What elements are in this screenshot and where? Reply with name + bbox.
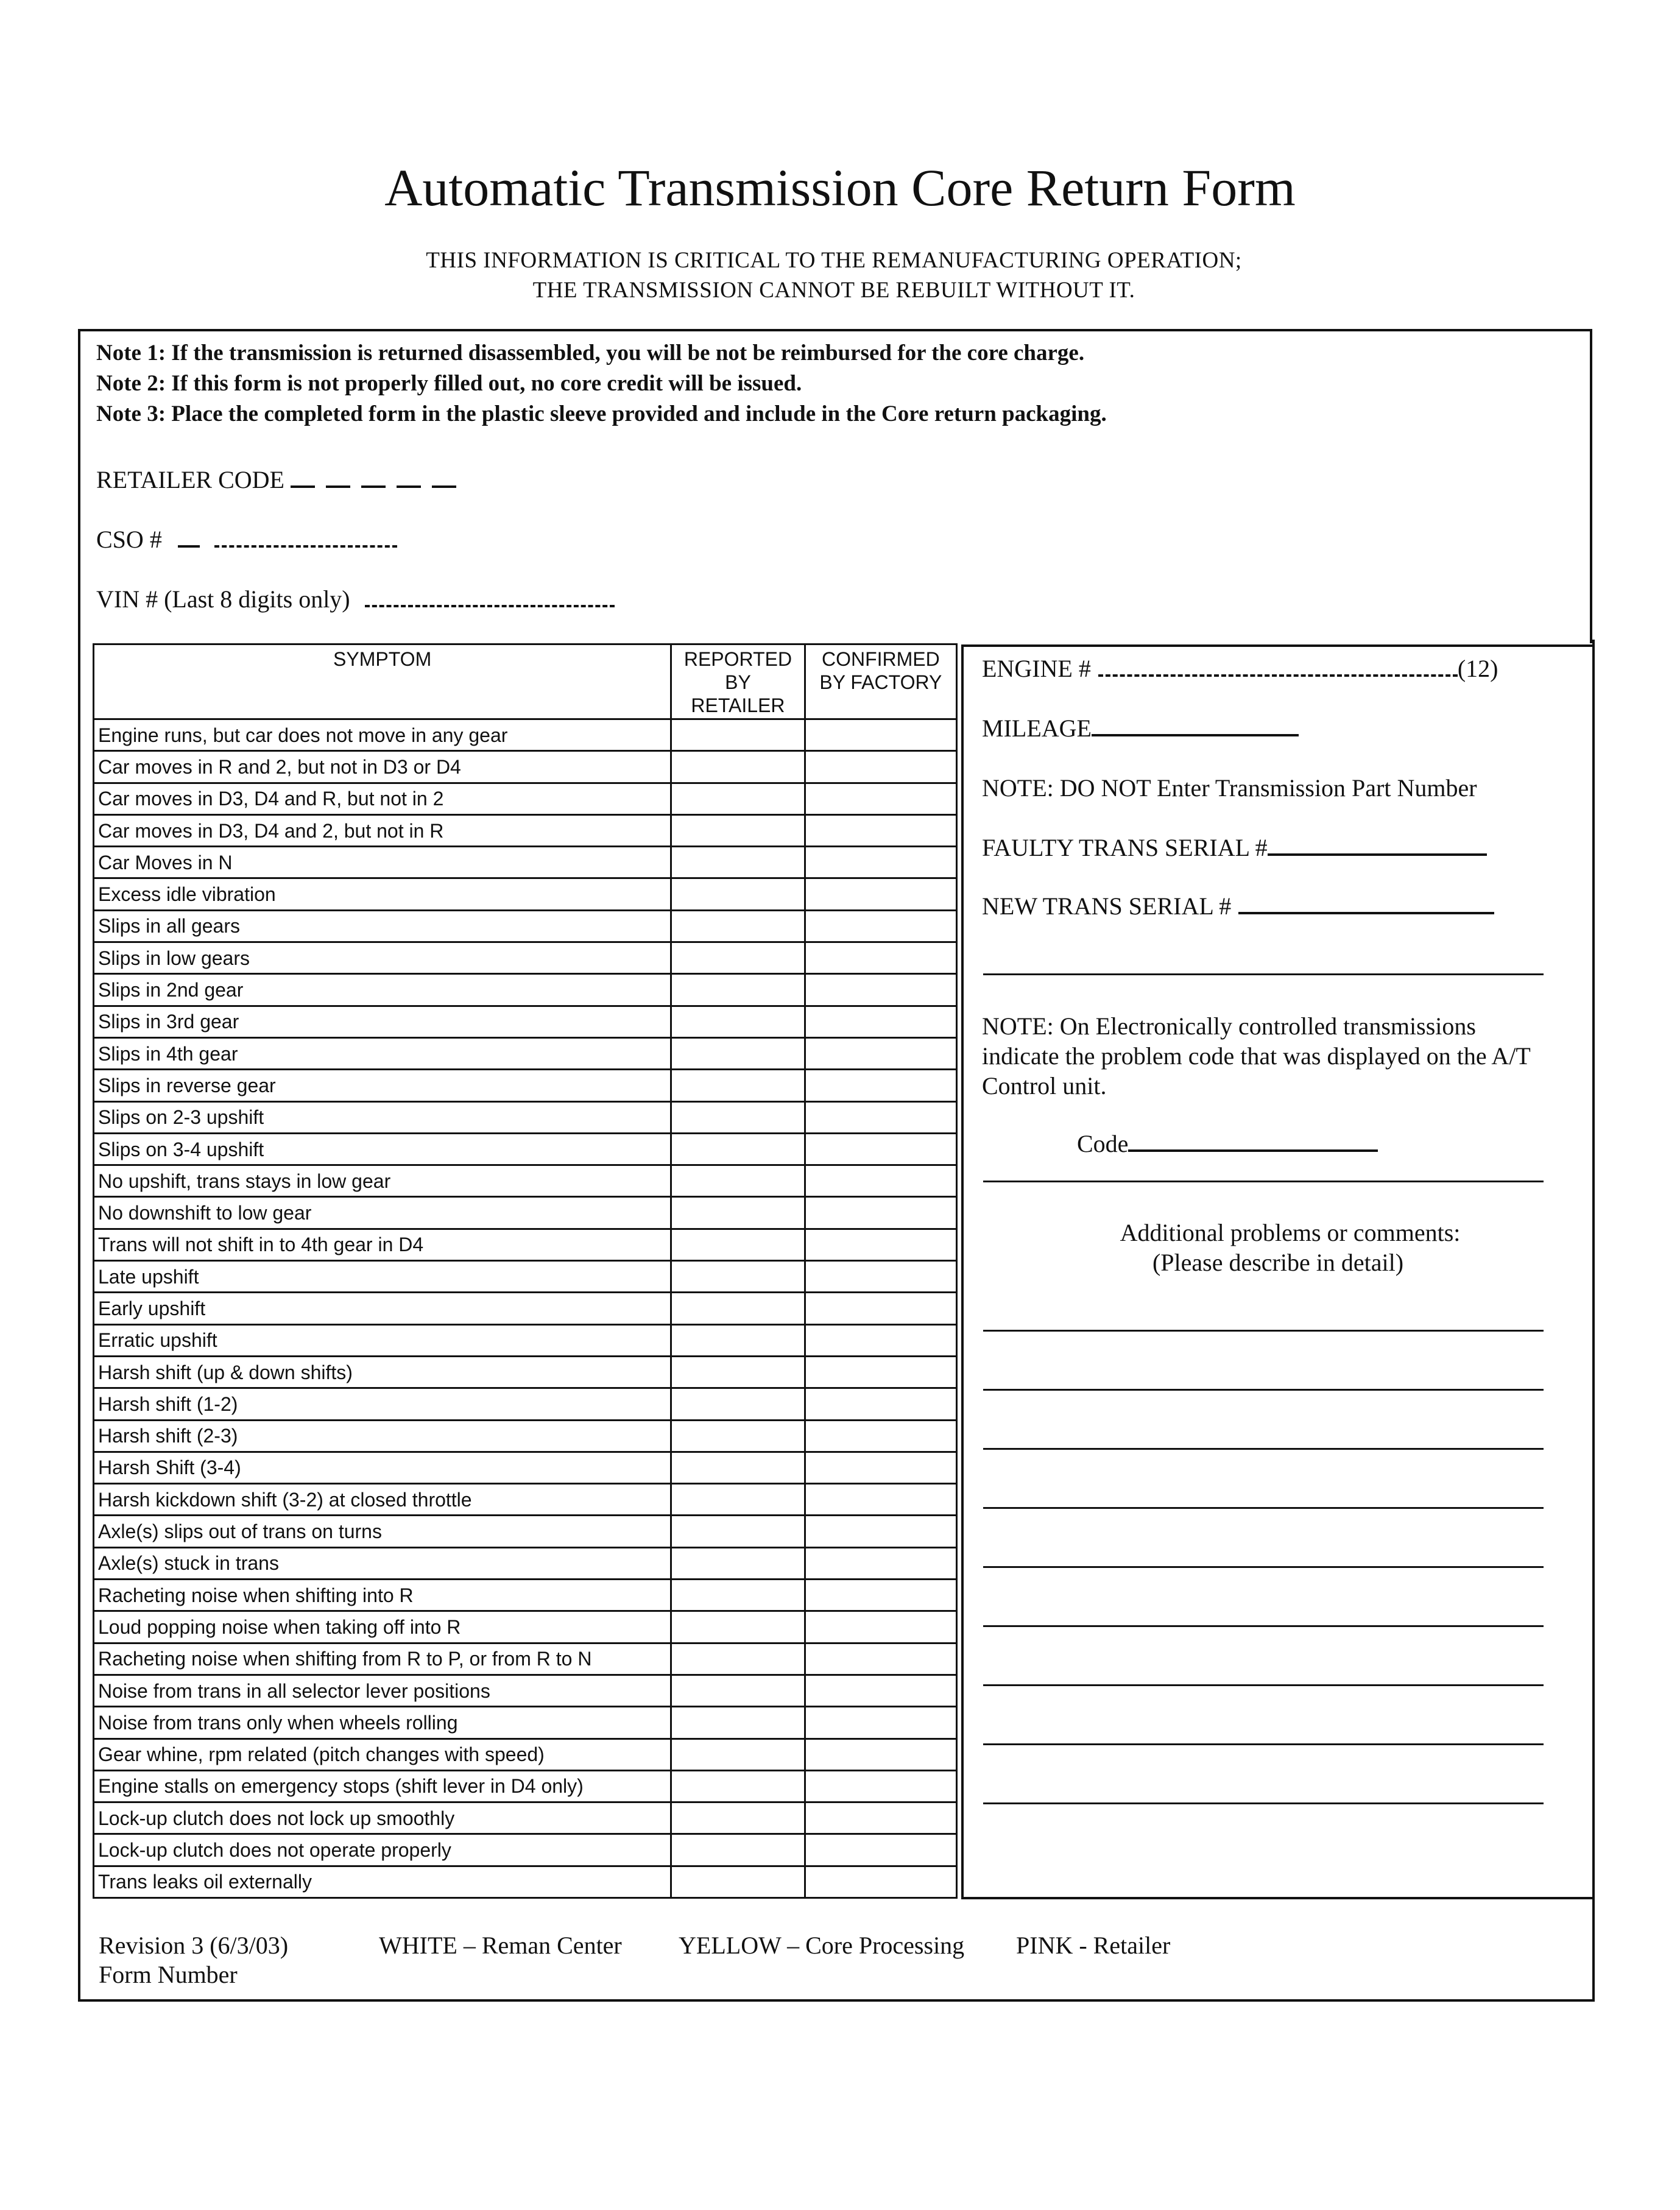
cso-label: CSO # (96, 526, 162, 553)
symptom-cell: Gear whine, rpm related (pitch changes with speed) (94, 1739, 671, 1770)
comment-line[interactable] (983, 1684, 1544, 1686)
confirmed-checkbox-cell[interactable] (805, 1643, 956, 1675)
reported-checkbox-cell[interactable] (671, 1133, 805, 1165)
reported-checkbox-cell[interactable] (671, 1802, 805, 1834)
symptom-cell: Slips in 4th gear (94, 1037, 671, 1069)
reported-checkbox-cell[interactable] (671, 1484, 805, 1516)
confirmed-checkbox-cell[interactable] (805, 751, 956, 783)
symptom-cell: Loud popping noise when taking off into R (94, 1611, 671, 1643)
reported-checkbox-cell[interactable] (671, 942, 805, 974)
confirmed-checkbox-cell[interactable] (805, 1070, 956, 1101)
confirmed-checkbox-cell[interactable] (805, 1165, 956, 1197)
table-row (94, 1388, 957, 1420)
symptom-table-body (94, 719, 957, 1898)
table-row (94, 1293, 957, 1324)
table-row (94, 1037, 957, 1069)
confirmed-checkbox-cell[interactable] (805, 1006, 956, 1037)
reported-checkbox-cell[interactable] (671, 1643, 805, 1675)
confirmed-checkbox-cell[interactable] (805, 1101, 956, 1133)
additional-heading: Additional problems or comments: (1120, 1219, 1461, 1246)
table-row (94, 942, 957, 974)
note-3: Note 3: Place the completed form in the plastic sleeve provided and include in the Core return packaging. (96, 401, 1107, 426)
table-row (94, 910, 957, 942)
vin-label: VIN # (Last 8 digits only) (96, 585, 350, 613)
confirmed-checkbox-cell[interactable] (805, 719, 956, 751)
confirmed-header: CONFIRMED BY FACTORY (805, 644, 956, 719)
table-row (94, 1165, 957, 1197)
table-row (94, 1611, 957, 1643)
symptom-cell: Noise from trans in all selector lever positions (94, 1675, 671, 1706)
confirmed-checkbox-cell[interactable] (805, 878, 956, 910)
symptom-cell: Engine runs, but car does not move in any gear (94, 719, 671, 751)
table-row (94, 1707, 957, 1739)
table-row (94, 1580, 957, 1611)
table-row (94, 1834, 957, 1866)
symptom-cell: Car Moves in N (94, 847, 671, 878)
reported-checkbox-cell[interactable] (671, 1006, 805, 1037)
symptom-cell: No upshift, trans stays in low gear (94, 1165, 671, 1197)
engine-field[interactable] (982, 654, 1498, 683)
symptom-cell: Slips in all gears (94, 910, 671, 942)
reported-checkbox-cell[interactable] (671, 1037, 805, 1069)
reported-checkbox-cell[interactable] (671, 1165, 805, 1197)
table-row (94, 719, 957, 751)
confirmed-checkbox-cell[interactable] (805, 1707, 956, 1739)
symptom-cell: Car moves in D3, D4 and 2, but not in R (94, 814, 671, 846)
faulty-serial-label: FAULTY TRANS SERIAL # (982, 834, 1268, 861)
table-row (94, 847, 957, 878)
comment-line[interactable] (983, 1448, 1544, 1450)
code-blank-line[interactable] (983, 1181, 1544, 1182)
reported-checkbox-cell[interactable] (671, 783, 805, 814)
confirmed-checkbox-cell[interactable] (805, 974, 956, 1006)
part-number-note: NOTE: DO NOT Enter Transmission Part Number (982, 774, 1477, 802)
symptom-cell: Car moves in R and 2, but not in D3 or D4 (94, 751, 671, 783)
symptom-cell: Harsh shift (1-2) (94, 1388, 671, 1420)
symptom-cell: Engine stalls on emergency stops (shift lever in D4 only) (94, 1770, 671, 1802)
revision: Revision 3 (6/3/03) (99, 1932, 289, 1959)
reported-checkbox-cell[interactable] (671, 1293, 805, 1324)
copy-yellow: YELLOW – Core Processing (679, 1932, 965, 1959)
subtitle-line-2: THE TRANSMISSION CANNOT BE REBUILT WITHOUT IT. (532, 278, 1135, 303)
reported-checkbox-cell[interactable] (671, 910, 805, 942)
confirmed-checkbox-cell[interactable] (805, 1420, 956, 1452)
reported-checkbox-cell[interactable] (671, 814, 805, 846)
symptom-cell: Noise from trans only when wheels rolling (94, 1707, 671, 1739)
comment-line[interactable] (983, 1330, 1544, 1332)
symptom-cell: Axle(s) slips out of trans on turns (94, 1516, 671, 1547)
symptom-cell: Racheting noise when shifting into R (94, 1580, 671, 1611)
confirmed-checkbox-cell[interactable] (805, 1388, 956, 1420)
copy-pink: PINK - Retailer (1016, 1932, 1171, 1959)
symptom-cell: Trans leaks oil externally (94, 1866, 671, 1898)
symptom-cell: Trans will not shift in to 4th gear in D4 (94, 1229, 671, 1260)
table-row (94, 1261, 957, 1293)
mileage-field[interactable] (982, 714, 1299, 743)
table-row (94, 1770, 957, 1802)
vin-field[interactable] (96, 585, 615, 613)
table-row (94, 814, 957, 846)
table-row (94, 1006, 957, 1037)
mileage-label: MILEAGE (982, 715, 1092, 742)
confirmed-checkbox-cell[interactable] (805, 1452, 956, 1483)
symptom-cell: Erratic upshift (94, 1324, 671, 1356)
reported-checkbox-cell[interactable] (671, 1834, 805, 1866)
confirmed-checkbox-cell[interactable] (805, 1675, 956, 1706)
symptom-cell: Slips on 3-4 upshift (94, 1133, 671, 1165)
engine-suffix: (12) (1457, 655, 1498, 682)
confirmed-checkbox-cell[interactable] (805, 1229, 956, 1260)
reported-checkbox-cell[interactable] (671, 1516, 805, 1547)
comment-line[interactable] (983, 1389, 1544, 1391)
confirmed-checkbox-cell[interactable] (805, 1261, 956, 1293)
symptom-cell: Harsh kickdown shift (3-2) at closed throttle (94, 1484, 671, 1516)
confirmed-checkbox-cell[interactable] (805, 1356, 956, 1388)
confirmed-checkbox-cell[interactable] (805, 1197, 956, 1229)
reported-checkbox-cell[interactable] (671, 1356, 805, 1388)
comment-line[interactable] (983, 1507, 1544, 1509)
table-row (94, 1866, 957, 1898)
confirmed-checkbox-cell[interactable] (805, 1037, 956, 1069)
table-row (94, 1229, 957, 1260)
reported-checkbox-cell[interactable] (671, 974, 805, 1006)
new-serial-label: NEW TRANS SERIAL # (982, 892, 1232, 920)
table-row (94, 1420, 957, 1452)
new-serial-field[interactable] (982, 892, 1494, 920)
confirmed-checkbox-cell[interactable] (805, 1611, 956, 1643)
comment-line[interactable] (983, 1625, 1544, 1627)
confirmed-checkbox-cell[interactable] (805, 783, 956, 814)
form-number: Form Number (99, 1961, 238, 1988)
reported-checkbox-cell[interactable] (671, 1229, 805, 1260)
table-row (94, 1070, 957, 1101)
confirmed-checkbox-cell[interactable] (805, 1580, 956, 1611)
reported-checkbox-cell[interactable] (671, 878, 805, 910)
reported-checkbox-cell[interactable] (671, 1580, 805, 1611)
table-row (94, 1739, 957, 1770)
reported-checkbox-cell[interactable] (671, 751, 805, 783)
table-row (94, 1516, 957, 1547)
confirmed-checkbox-cell[interactable] (805, 910, 956, 942)
confirmed-checkbox-cell[interactable] (805, 1866, 956, 1898)
note-1: Note 1: If the transmission is returned disassembled, you will be not be reimbursed for the core charge. (96, 341, 1085, 365)
confirmed-checkbox-cell[interactable] (805, 1834, 956, 1866)
confirmed-checkbox-cell[interactable] (805, 1133, 956, 1165)
confirmed-checkbox-cell[interactable] (805, 1484, 956, 1516)
symptom-cell: Excess idle vibration (94, 878, 671, 910)
engine-label: ENGINE # (982, 655, 1091, 682)
symptom-cell: Axle(s) stuck in trans (94, 1547, 671, 1579)
serial-blank-line[interactable] (983, 973, 1544, 975)
confirmed-checkbox-cell[interactable] (805, 814, 956, 846)
table-row (94, 1324, 957, 1356)
table-row (94, 974, 957, 1006)
table-row (94, 1133, 957, 1165)
reported-checkbox-cell[interactable] (671, 1388, 805, 1420)
confirmed-checkbox-cell[interactable] (805, 847, 956, 878)
symptom-header: SYMPTOM (94, 644, 671, 719)
symptom-cell: Slips in low gears (94, 942, 671, 974)
comment-line[interactable] (983, 1802, 1544, 1804)
cso-field[interactable] (96, 525, 397, 554)
symptom-cell: Lock-up clutch does not operate properly (94, 1834, 671, 1866)
symptom-cell: Slips on 2-3 upshift (94, 1101, 671, 1133)
symptom-cell: Lock-up clutch does not lock up smoothly (94, 1802, 671, 1834)
table-row (94, 1675, 957, 1706)
symptom-cell: Car moves in D3, D4 and R, but not in 2 (94, 783, 671, 814)
confirmed-checkbox-cell[interactable] (805, 1802, 956, 1834)
form-frame-left (78, 640, 80, 1901)
table-row (94, 878, 957, 910)
reported-checkbox-cell[interactable] (671, 1101, 805, 1133)
reported-checkbox-cell[interactable] (671, 1770, 805, 1802)
reported-checkbox-cell[interactable] (671, 1452, 805, 1483)
reported-checkbox-cell[interactable] (671, 1707, 805, 1739)
reported-checkbox-cell[interactable] (671, 1261, 805, 1293)
faulty-serial-field[interactable] (982, 833, 1487, 862)
confirmed-checkbox-cell[interactable] (805, 1739, 956, 1770)
code-field[interactable] (1077, 1129, 1378, 1158)
table-row (94, 1802, 957, 1834)
comment-line[interactable] (983, 1743, 1544, 1745)
reported-checkbox-cell[interactable] (671, 1197, 805, 1229)
confirmed-checkbox-cell[interactable] (805, 1293, 956, 1324)
symptom-cell: Late upshift (94, 1261, 671, 1293)
symptom-cell: Harsh shift (2-3) (94, 1420, 671, 1452)
symptom-cell: Harsh shift (up & down shifts) (94, 1356, 671, 1388)
symptom-cell: Harsh Shift (3-4) (94, 1452, 671, 1483)
table-row (94, 751, 957, 783)
page-title: Automatic Transmission Core Return Form (384, 158, 1296, 217)
electronic-note: NOTE: On Electronically controlled transmissions indicate the problem code that was displayed on the A/T Control unit. (982, 1012, 1531, 1100)
reported-checkbox-cell[interactable] (671, 847, 805, 878)
reported-header: REPORTED BY RETAILER (671, 644, 805, 719)
confirmed-checkbox-cell[interactable] (805, 1324, 956, 1356)
table-row (94, 1197, 957, 1229)
table-row (94, 1643, 957, 1675)
additional-subheading: (Please describe in detail) (1152, 1249, 1404, 1276)
reported-checkbox-cell[interactable] (671, 1324, 805, 1356)
table-row (94, 1484, 957, 1516)
note-2: Note 2: If this form is not properly filled out, no core credit will be issued. (96, 371, 802, 396)
copy-white: WHITE – Reman Center (379, 1932, 622, 1959)
symptom-cell: Racheting noise when shifting from R to P, or from R to N (94, 1643, 671, 1675)
reported-checkbox-cell[interactable] (671, 1547, 805, 1579)
comment-line[interactable] (983, 1566, 1544, 1568)
symptom-cell: No downshift to low gear (94, 1197, 671, 1229)
retailer-code-label: RETAILER CODE (96, 466, 284, 493)
table-row (94, 1101, 957, 1133)
reported-checkbox-cell[interactable] (671, 719, 805, 751)
table-row (94, 1452, 957, 1483)
subtitle-line-1: THIS INFORMATION IS CRITICAL TO THE REMANUFACTURING OPERATION; (426, 248, 1242, 273)
table-row (94, 1547, 957, 1579)
reported-checkbox-cell[interactable] (671, 1611, 805, 1643)
symptom-cell: Slips in reverse gear (94, 1070, 671, 1101)
confirmed-checkbox-cell[interactable] (805, 1547, 956, 1579)
reported-checkbox-cell[interactable] (671, 1739, 805, 1770)
table-row (94, 1356, 957, 1388)
reported-checkbox-cell[interactable] (671, 1070, 805, 1101)
table-row (94, 783, 957, 814)
symptom-cell: Early upshift (94, 1293, 671, 1324)
reported-checkbox-cell[interactable] (671, 1420, 805, 1452)
code-label: Code (1077, 1130, 1129, 1157)
confirmed-checkbox-cell[interactable] (805, 1516, 956, 1547)
confirmed-checkbox-cell[interactable] (805, 1770, 956, 1802)
symptom-cell: Slips in 2nd gear (94, 974, 671, 1006)
reported-checkbox-cell[interactable] (671, 1675, 805, 1706)
symptom-cell: Slips in 3rd gear (94, 1006, 671, 1037)
confirmed-checkbox-cell[interactable] (805, 942, 956, 974)
symptom-table (93, 643, 958, 1899)
symptom-table-header (94, 644, 957, 719)
reported-checkbox-cell[interactable] (671, 1866, 805, 1898)
retailer-code-field[interactable] (96, 465, 456, 494)
